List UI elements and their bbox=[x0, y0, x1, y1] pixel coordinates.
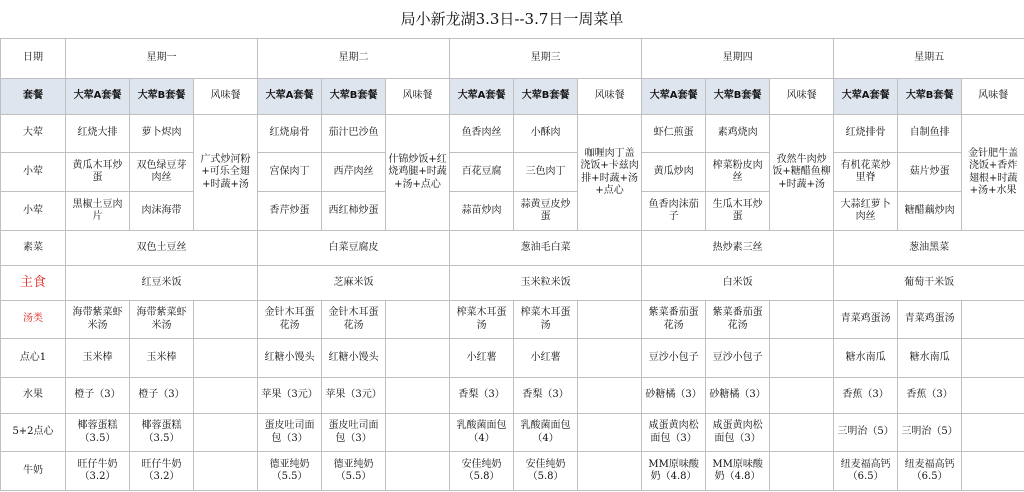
menu-body bbox=[1, 39, 1024, 491]
dish-cell: 宫保肉丁 bbox=[258, 153, 322, 192]
day-header: 星期二 bbox=[258, 39, 450, 79]
snack-cell: 小红薯 bbox=[514, 339, 578, 378]
snack2-cell: 乳酸菌面包（4） bbox=[450, 414, 514, 452]
fruit-cell: 香梨（3） bbox=[514, 378, 578, 414]
soup-cell: 青菜鸡蛋汤 bbox=[898, 301, 962, 339]
set-b-header: 大荤B套餐 bbox=[322, 79, 386, 115]
staple-row bbox=[1, 266, 1024, 301]
row-label-veg: 素菜 bbox=[1, 231, 66, 266]
empty-cell bbox=[962, 378, 1024, 414]
row-label-milk: 牛奶 bbox=[1, 452, 66, 491]
fruit-cell: 砂糖橘（3） bbox=[706, 378, 770, 414]
dish-cell: 有机花菜炒里脊 bbox=[834, 153, 898, 192]
main-dish-row bbox=[1, 115, 1024, 153]
dish-cell: 菇片炒蛋 bbox=[898, 153, 962, 192]
milk-cell: 安佳纯奶（5.8） bbox=[450, 452, 514, 491]
staple-cell: 芝麻米饭 bbox=[258, 266, 450, 301]
snack-cell: 豆沙小包子 bbox=[706, 339, 770, 378]
side-dish-row-2 bbox=[1, 192, 1024, 231]
dish-cell: 蒜苗炒肉 bbox=[450, 192, 514, 231]
set-b-header: 大荤B套餐 bbox=[514, 79, 578, 115]
snack-cell: 红糖小馒头 bbox=[258, 339, 322, 378]
row-label-staple: 主食 bbox=[1, 266, 66, 301]
milk-cell: 旺仔牛奶（3.2） bbox=[130, 452, 194, 491]
soup-cell: 榨菜木耳蛋汤 bbox=[450, 301, 514, 339]
empty-cell bbox=[194, 301, 258, 339]
row-label-main: 大荤 bbox=[1, 115, 66, 153]
set-b-header: 大荤B套餐 bbox=[898, 79, 962, 115]
milk-cell: MM原味酸奶（4.8） bbox=[642, 452, 706, 491]
flavor-cell: 咖喱肉丁盖浇饭+卡兹肉排+时蔬+汤+点心 bbox=[578, 115, 642, 231]
milk-cell: MM原味酸奶（4.8） bbox=[706, 452, 770, 491]
dish-cell: 香芹炒蛋 bbox=[258, 192, 322, 231]
empty-cell bbox=[770, 339, 834, 378]
day-header: 星期五 bbox=[834, 39, 1024, 79]
day-header: 星期一 bbox=[66, 39, 258, 79]
soup-row bbox=[1, 301, 1024, 339]
empty-cell bbox=[962, 301, 1024, 339]
row-label-side2: 小荤 bbox=[1, 192, 66, 231]
row-label-snack2: 5+2点心 bbox=[1, 414, 66, 452]
staple-cell: 葡萄干米饭 bbox=[834, 266, 1024, 301]
snack2-cell: 蛋皮吐司面包（3） bbox=[322, 414, 386, 452]
dish-cell: 大蒜红萝卜肉丝 bbox=[834, 192, 898, 231]
veg-cell: 葱油毛白菜 bbox=[450, 231, 642, 266]
dish-cell: 西芹肉丝 bbox=[322, 153, 386, 192]
dish-cell: 黄瓜木耳炒蛋 bbox=[66, 153, 130, 192]
milk-cell: 纽麦福高钙（6.5） bbox=[834, 452, 898, 491]
day-header: 星期三 bbox=[450, 39, 642, 79]
veg-cell: 双色土豆丝 bbox=[66, 231, 258, 266]
veg-cell: 葱油黑菜 bbox=[834, 231, 1024, 266]
fruit-cell: 香蕉（3） bbox=[898, 378, 962, 414]
day-header: 星期四 bbox=[642, 39, 834, 79]
empty-cell bbox=[770, 452, 834, 491]
snack2-cell: 咸蛋黄肉松面包（3） bbox=[706, 414, 770, 452]
set-a-header: 大荤A套餐 bbox=[258, 79, 322, 115]
dish-cell: 糖醋藕炒肉 bbox=[898, 192, 962, 231]
set-a-header: 大荤A套餐 bbox=[834, 79, 898, 115]
veg-cell: 白菜豆腐皮 bbox=[258, 231, 450, 266]
veg-cell: 热炒素三丝 bbox=[642, 231, 834, 266]
milk-cell: 德亚纯奶（5.5） bbox=[322, 452, 386, 491]
dish-cell: 红烧排骨 bbox=[834, 115, 898, 153]
empty-cell bbox=[962, 452, 1024, 491]
empty-cell bbox=[386, 452, 450, 491]
milk-cell: 纽麦福高钙（6.5） bbox=[898, 452, 962, 491]
snack2-cell: 咸蛋黄肉松面包（3） bbox=[642, 414, 706, 452]
dish-cell: 红烧扇骨 bbox=[258, 115, 322, 153]
milk-row bbox=[1, 452, 1024, 491]
dish-cell: 西红柿炒蛋 bbox=[322, 192, 386, 231]
dish-cell: 茄汁巴沙鱼 bbox=[322, 115, 386, 153]
fruit-cell: 苹果（3元） bbox=[258, 378, 322, 414]
fruit-cell: 苹果（3元） bbox=[322, 378, 386, 414]
flavor-cell: 金针肥牛盖浇饭+香炸翅根+时蔬+汤+水果 bbox=[962, 115, 1024, 231]
snack2-cell: 三明治（5） bbox=[834, 414, 898, 452]
empty-cell bbox=[386, 414, 450, 452]
flavor-header: 风味餐 bbox=[386, 79, 450, 115]
empty-cell bbox=[578, 378, 642, 414]
milk-cell: 安佳纯奶（5.8） bbox=[514, 452, 578, 491]
empty-cell bbox=[770, 414, 834, 452]
fruit-cell: 砂糖橘（3） bbox=[642, 378, 706, 414]
snack-cell: 红糖小馒头 bbox=[322, 339, 386, 378]
staple-cell: 红豆米饭 bbox=[66, 266, 258, 301]
snack-cell: 豆沙小包子 bbox=[642, 339, 706, 378]
dish-cell: 鱼香肉沫茄子 bbox=[642, 192, 706, 231]
soup-cell: 榨菜木耳蛋汤 bbox=[514, 301, 578, 339]
snack2-cell: 椰蓉蛋糕（3.5） bbox=[130, 414, 194, 452]
set-a-header: 大荤A套餐 bbox=[450, 79, 514, 115]
empty-cell bbox=[194, 339, 258, 378]
row-label-soup: 汤类 bbox=[1, 301, 66, 339]
dish-cell: 红烧大排 bbox=[66, 115, 130, 153]
empty-cell bbox=[386, 378, 450, 414]
dish-cell: 黄瓜炒肉 bbox=[642, 153, 706, 192]
snack-cell: 玉米棒 bbox=[130, 339, 194, 378]
empty-cell bbox=[194, 414, 258, 452]
dish-cell: 黑椒土豆肉片 bbox=[66, 192, 130, 231]
snack-cell: 糖水南瓜 bbox=[898, 339, 962, 378]
dish-cell: 素鸡烧肉 bbox=[706, 115, 770, 153]
snack-cell: 小红薯 bbox=[450, 339, 514, 378]
soup-cell: 海带紫菜虾米汤 bbox=[130, 301, 194, 339]
empty-cell bbox=[578, 452, 642, 491]
snack2-row bbox=[1, 414, 1024, 452]
soup-cell: 金针木耳蛋花汤 bbox=[322, 301, 386, 339]
set-b-header: 大荤B套餐 bbox=[130, 79, 194, 115]
snack2-cell: 三明治（5） bbox=[898, 414, 962, 452]
dish-cell: 榨菜粉皮肉丝 bbox=[706, 153, 770, 192]
dish-cell: 自制鱼排 bbox=[898, 115, 962, 153]
empty-cell bbox=[386, 339, 450, 378]
flavor-cell: 广式炒河粉+可乐全翅+时蔬+汤 bbox=[194, 115, 258, 231]
dish-cell: 三色肉丁 bbox=[514, 153, 578, 192]
veg-row bbox=[1, 231, 1024, 266]
dish-cell: 百花豆腐 bbox=[450, 153, 514, 192]
fruit-cell: 香蕉（3） bbox=[834, 378, 898, 414]
empty-cell bbox=[962, 414, 1024, 452]
set-b-header: 大荤B套餐 bbox=[706, 79, 770, 115]
menu-title: 局小新龙湖3.3日--3.7日一周菜单 bbox=[400, 10, 624, 28]
milk-cell: 德亚纯奶（5.5） bbox=[258, 452, 322, 491]
dish-cell: 双色绿豆芽肉丝 bbox=[130, 153, 194, 192]
soup-cell: 青菜鸡蛋汤 bbox=[834, 301, 898, 339]
flavor-header: 风味餐 bbox=[194, 79, 258, 115]
empty-cell bbox=[386, 301, 450, 339]
fruit-row bbox=[1, 378, 1024, 414]
empty-cell bbox=[578, 414, 642, 452]
row-label-fruit: 水果 bbox=[1, 378, 66, 414]
flavor-cell: 孜然牛肉炒饭+糖醋鱼柳+时蔬+汤 bbox=[770, 115, 834, 231]
dish-cell: 萝卜烬肉 bbox=[130, 115, 194, 153]
row-label-snack: 点心1 bbox=[1, 339, 66, 378]
soup-cell: 紫菜番茄蛋花汤 bbox=[706, 301, 770, 339]
fruit-cell: 香梨（3） bbox=[450, 378, 514, 414]
fruit-cell: 橙子（3） bbox=[130, 378, 194, 414]
flavor-header: 风味餐 bbox=[962, 79, 1024, 115]
empty-cell bbox=[770, 378, 834, 414]
dish-cell: 生瓜木耳炒蛋 bbox=[706, 192, 770, 231]
snack2-cell: 乳酸菌面包（4） bbox=[514, 414, 578, 452]
flavor-cell: 什锦炒饭+红烧鸡腿+时蔬+汤+点心 bbox=[386, 115, 450, 231]
set-a-header: 大荤A套餐 bbox=[642, 79, 706, 115]
soup-cell: 金针木耳蛋花汤 bbox=[258, 301, 322, 339]
empty-cell bbox=[770, 301, 834, 339]
snack2-cell: 椰蓉蛋糕（3.5） bbox=[66, 414, 130, 452]
set-a-header: 大荤A套餐 bbox=[66, 79, 130, 115]
row-label-side1: 小荤 bbox=[1, 153, 66, 192]
flavor-header: 风味餐 bbox=[770, 79, 834, 115]
dish-cell: 蒜黄豆皮炒蛋 bbox=[514, 192, 578, 231]
staple-cell: 玉米粒米饭 bbox=[450, 266, 642, 301]
empty-cell bbox=[578, 339, 642, 378]
staple-cell: 白米饭 bbox=[642, 266, 834, 301]
soup-cell: 海带紫菜虾米汤 bbox=[66, 301, 130, 339]
weekly-menu-table bbox=[0, 38, 1024, 491]
side-dish-row-1 bbox=[1, 153, 1024, 192]
empty-cell bbox=[962, 339, 1024, 378]
dish-cell: 虾仁煎蛋 bbox=[642, 115, 706, 153]
snack-row bbox=[1, 339, 1024, 378]
dish-cell: 鱼香肉丝 bbox=[450, 115, 514, 153]
soup-cell: 紫菜番茄蛋花汤 bbox=[642, 301, 706, 339]
empty-cell bbox=[194, 378, 258, 414]
dish-cell: 小酥肉 bbox=[514, 115, 578, 153]
empty-cell bbox=[194, 452, 258, 491]
fruit-cell: 橙子（3） bbox=[66, 378, 130, 414]
set-row bbox=[1, 79, 1024, 115]
date-row bbox=[1, 39, 1024, 79]
snack2-cell: 蛋皮吐司面包（3） bbox=[258, 414, 322, 452]
dish-cell: 肉沫海带 bbox=[130, 192, 194, 231]
snack-cell: 玉米棒 bbox=[66, 339, 130, 378]
empty-cell bbox=[578, 301, 642, 339]
row-label-set: 套餐 bbox=[1, 79, 66, 115]
flavor-header: 风味餐 bbox=[578, 79, 642, 115]
row-label-date: 日期 bbox=[1, 39, 66, 79]
snack-cell: 糖水南瓜 bbox=[834, 339, 898, 378]
milk-cell: 旺仔牛奶（3.2） bbox=[66, 452, 130, 491]
